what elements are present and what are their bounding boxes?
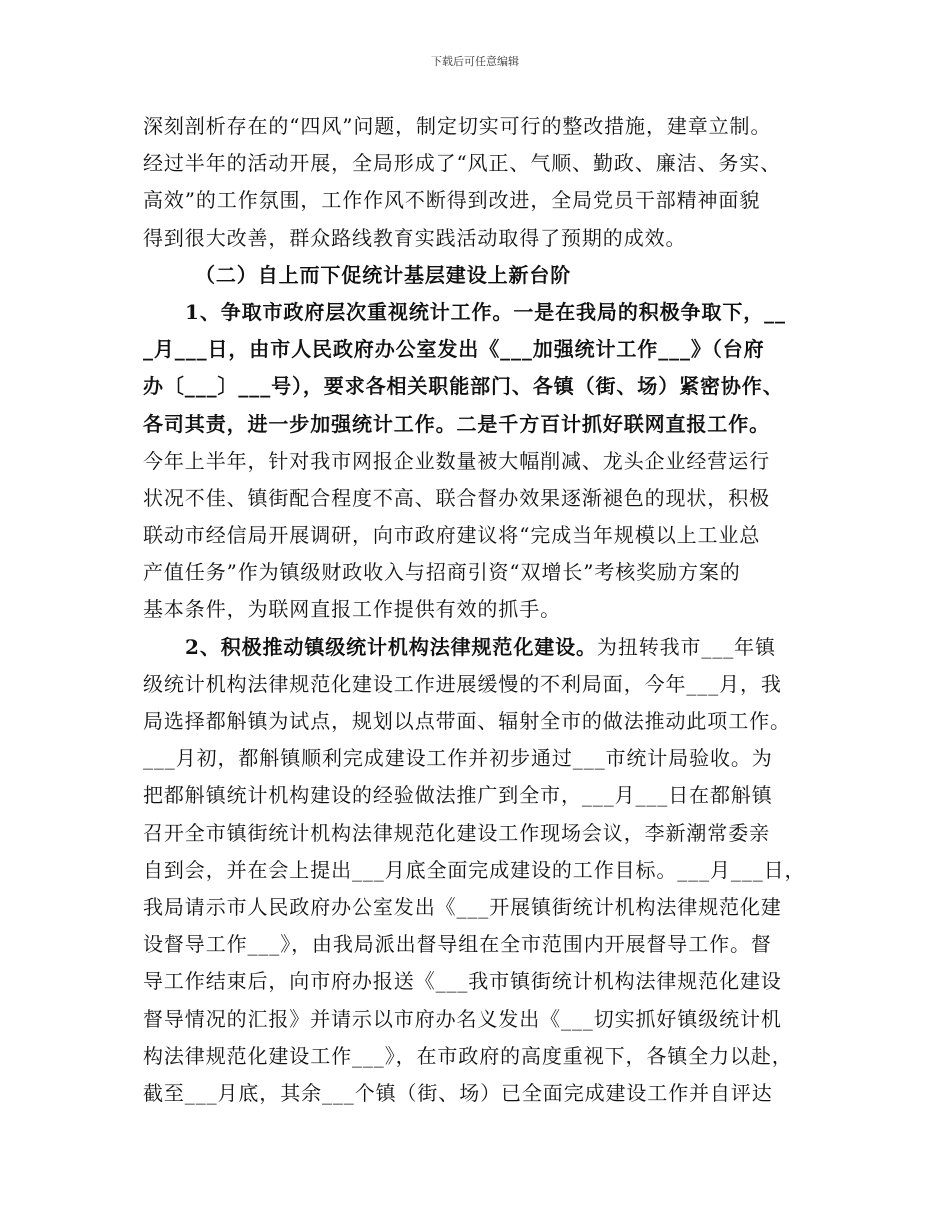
text-line-rest: 为扭转我市___年镇 xyxy=(596,634,776,659)
text-line: 导工作结束后，向市府办报送《___我市镇街统计机构法律规范化建设 xyxy=(143,969,782,994)
text-line: 级统计机构法律规范化建设工作进展缓慢的不利局面，今年___月，我 xyxy=(143,671,782,696)
text-line: 督导情况的汇报》并请示以市府办名义发出《___切实抓好镇级统计机 xyxy=(143,1006,782,1031)
text-line: 基本条件，为联网直报工作提供有效的抓手。 xyxy=(143,597,561,622)
text-line: 我局请示市人民政府办公室发出《___开展镇街统计机构法律规范化建 xyxy=(143,894,782,919)
document-body xyxy=(143,108,813,1112)
page-header: 下载后可任意编辑 xyxy=(431,55,519,68)
text-line: ___月初，都斛镇顺利完成建设工作并初步通过___市统计局验收。为 xyxy=(143,746,773,771)
text-line: 构法律规范化建设工作___》，在市政府的高度重视下，各镇全力以赴， xyxy=(143,1043,793,1068)
text-line: _月___日，由市人民政府办公室发出《___加强统计工作___》（台府 xyxy=(143,337,765,362)
text-line: 经过半年的活动开展，全局形成了“风正、气顺、勤政、廉洁、务实、 xyxy=(143,151,782,176)
text-line: 联动市经信局开展调研，向市政府建议将“完成当年规模以上工业总 xyxy=(143,523,761,548)
text-line: 高效”的工作氛围，工作作风不断得到改进，全局党员干部精神面貌 xyxy=(143,188,761,213)
text-line: 各司其责，进一步加强统计工作。二是千方百计抓好联网直报工作。 xyxy=(143,411,770,436)
text-line: 深刻剖析存在的“四风”问题，制定切实可行的整改措施，建章立制。 xyxy=(143,114,772,138)
text-line: 产值任务”作为镇级财政收入与招商引资“双增长”考核奖励方案的 xyxy=(143,560,741,585)
text-line: 状况不佳、镇街配合程度不高、联合督办效果逐渐褪色的现状，积极 xyxy=(143,485,770,510)
text-line: 把都斛镇统计机构建设的经验做法推广到全市，___月___日在都斛镇 xyxy=(143,783,773,808)
text-line: 自到会，并在会上提出___月底全面完成建设的工作目标。___月___日， xyxy=(143,857,806,882)
text-line: 召开全市镇街统计机构法律规范化建设工作现场会议，李新潮常委亲 xyxy=(143,820,770,845)
text-line: 局选择都斛镇为试点，规划以点带面、辐射全市的做法推动此项工作。 xyxy=(143,709,791,733)
text-line xyxy=(143,629,813,666)
text-line: 1、争取市政府层次重视统计工作。一是在我局的积极争取下，__ xyxy=(185,299,786,324)
text-line: 得到很大改善，群众路线教育实践活动取得了预期的成效。 xyxy=(143,225,687,250)
text-line: 截至___月底，其余___个镇（街、场）已全面完成建设工作并自评达 xyxy=(143,1080,773,1105)
text-line: 设督导工作___》，由我局派出督导组在全市范围内开展督导工作。督 xyxy=(143,932,772,957)
section-heading: （二）自上而下促统计基层建设上新台阶 xyxy=(195,262,572,287)
text-line: 办〔___〕___号），要求各相关职能部门、各镇（街、场）紧密协作、 xyxy=(143,374,784,399)
paragraph-heading: 2、积极推动镇级统计机构法律规范化建设。 xyxy=(185,634,597,659)
text-line: 今年上半年，针对我市网报企业数量被大幅削减、龙头企业经营运行 xyxy=(143,448,770,473)
